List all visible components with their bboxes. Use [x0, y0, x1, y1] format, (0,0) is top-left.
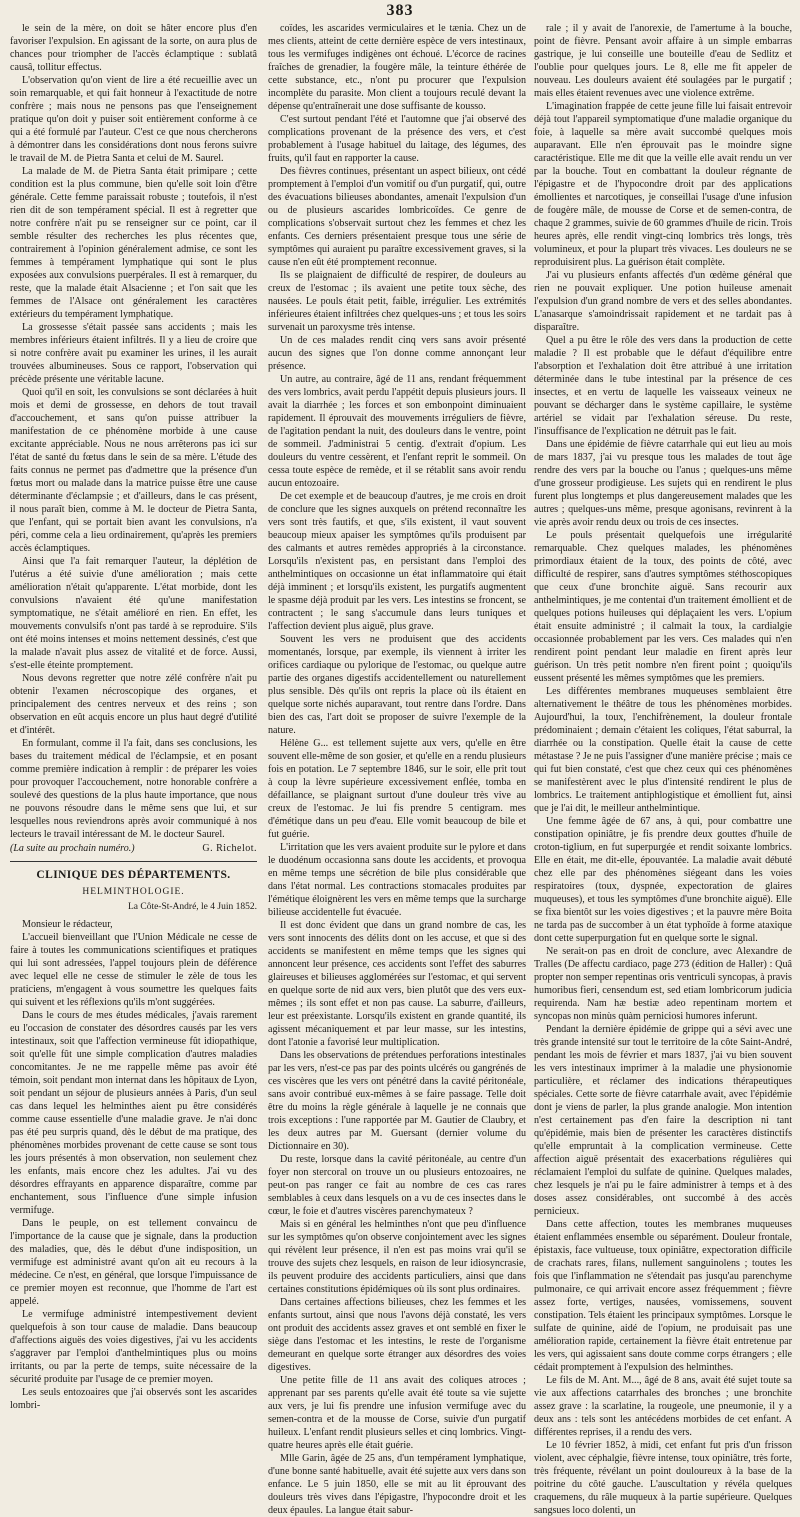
paragraph: Les seuls entozoaires que j'ai observés sont les ascarides lombri-: [10, 1387, 257, 1411]
article-signature: [10, 842, 257, 855]
paragraph: La malade de M. de Pietra Santa était primipare ; cette condition est la plus commune, bien qu'elle soit loin d'être générale. Cette femme paraissait robuste ; toutefois, il n'est rien dit de son tempérament spécial. Il est à regretter que notre confrère n'ait pu se renseigner sur ce point, car il semble résulter des recherches les plus récentes que, contrairement à l'opinion généralement admise, ce sont les femmes à tempérament lymphatique qui sont le plus exposées aux convulsions puerpérales. Il est à remarquer, du reste, que la malade était Alsacienne ; et l'on sait que les femmes de l'Alsace ont généralement les caractères extérieurs du tempérament lymphatique.: [10, 166, 257, 320]
paragraph: L'observation qu'on vient de lire a été recueillie avec un soin remarquable, et qui fait honneur à l'exactitude de notre confrère ; mais nous ne pensons pas que l'enseignement pratique qu'on doit y puiser soit entièrement conforme à ce qui a été formulé par l'auteur. C'est ce que nous chercherons à démontrer dans les considérations dont nous ferons suivre le travail de M. de Pietra Santa et celui de M. Saurel.: [10, 75, 257, 164]
page-number: 383: [386, 2, 414, 19]
paragraph: Dans cette affection, toutes les membranes muqueuses étaient enflammées ensemble ou séparément. Douleur frontale, épistaxis, face vultueuse, toux opiniâtre, expectoration difficile de crachats rares, filans, nullement sanguinolens ; toutes les fois que l'inflammation ne s'étendait pas jusqu'au parenchyme pulmonaire, ce qui arrivait encore assez fréquemment ; fièvre assez forte, vertiges, nausées, vomissemens, souvent constipation. Tels étaient les principaux symptômes. Lorsque le sulfate de quinine, aidé de l'opium, ne produisait pas une amélioration rapide, certainement la fièvre était entretenue par les vers, qui agissaient sans doute comme corps étrangers ; elle cédait promptement à l'expulsion des helminthes.: [534, 1219, 792, 1373]
paragraph: C'est surtout pendant l'été et l'automne que j'ai observé des complications provenant de la présence des vers, et c'est probablement à l'usage habituel du laitage, des légumes, des fruits, qu'il faut en rapporter la cause.: [268, 114, 526, 164]
paragraph: Quel a pu être le rôle des vers dans la production de cette maladie ? Il est probable que le défaut d'équilibre entre l'absorption et l'exhalation doit être attribué à une irritation déterminée dans le tube intestinal par la présence de ces insectes, et en vertu de laquelle les vaisseaux veineux ne pouvant se décharger dans le système capillaire, le système artériel se vidait par l'exhalation séreuse. Du reste, l'insuffisance de l'explication ne détruit pas le fait.: [534, 335, 792, 437]
paragraph: rale ; il y avait de l'anorexie, de l'amertume à la bouche, point de fièvre. Pensant avoir affaire à un simple embarras gastrique, je lui conseille une bouteille d'eau de Sedlitz et l'oublie pour quelques jours. Le 8, elle me fit appeler de nouveau. Les douleurs avaient été soulagées par le purgatif ; mais elles étaient revenues avec une violence extrême.: [534, 23, 792, 99]
paragraph: Mlle Garin, âgée de 25 ans, d'un tempérament lymphatique, d'une bonne santé habituelle, avait été sujette aux vers dans son enfance. Le 5 juin 1850, elle se mit au lit éprouvant des douleurs très vives dans l'épigastre, l'hypocondre droit et les deux épaules. La langue était sabur-: [268, 1453, 526, 1516]
paragraph: Le pouls présentait quelquefois une irrégularité remarquable. Chez quelques malades, les phénomènes primordiaux étaient de la toux, des points de côté, avec difficulté de respirer, sans d'autres symptômes stéthoscopiques que ceux d'une bronchite aiguë. Sans recourir aux anthelmintiques, je me contentai d'un traitement émollient et de quelques potions huileuses qui déplaçaient les vers. L'opium était ensuite administré ; il calmait la toux, la cardialgie occasionnée probablement par les vers. Ces malades qui n'en rendirent point pendant leur maladie en firent après leur guérison. Un très petit nombre n'en firent point ; quoiqu'ils eussent présenté les mêmes symptômes que les premiers.: [534, 530, 792, 684]
paragraph: Une femme âgée de 67 ans, à qui, pour combattre une constipation opiniâtre, je fis prendre deux gouttes d'huile de croton-tiglium, en fut superpurgée et rendit soixante lombrics. Elle en était, me dit-elle, épouvantée. La maladie avait débuté chez elle par des phénomènes siégeant dans les voies respiratoires (toux, dyspnée, expectoration de glaires muqueuses), et tous les symptômes d'une bronchite aiguë). Elle se fixa bientôt sur les voies digestives ; et la pauvre mère Boita ne tarda pas de succomber à un état typhoïde à forme ataxique dont cette superpurgation fut en quelque sorte le signal.: [534, 816, 792, 944]
paragraph: Un de ces malades rendit cinq vers sans avoir présenté aucun des signes que l'on donne comme annonçant leur présence.: [268, 335, 526, 372]
paragraph: Hélène G... est tellement sujette aux vers, qu'elle en être souvent elle-même de son gosier, et qu'elle en a rendu plusieurs fois en potation. Le 7 septembre 1846, sur le soir, elle prit tout à coup la lèvre supérieure excessivement enflée, tomba en défaillance, se plaignant surtout d'une douleur très vive au creux de l'estomac. Je lui fis prendre 5 centigram. mes d'émétique dans un peu d'eau. Elle vomit beaucoup de bile et fut guérie.: [268, 738, 526, 840]
paragraph: Les différentes membranes muqueuses semblaient être alternativement le théâtre de tous les phénomènes morbides. Aujourd'hui, la toux, l'enchifrènement, la douleur frontale prédominaient ; demain c'étaient les coliques, l'état saburral, la diarrhée ou la constipation. Quelle était la cause de cette métastase ? Je ne puis l'assigner d'une manière précise ; mais ce qui fut bien constaté, c'est que chez ceux qui ces phénomènes se manifestèrent avec le plus d'intensité rendirent le plus de lombrics. Le traitement antiphlogistique et émollient fut, ainsi que je l'ai dit, le meilleur anthelmintique.: [534, 686, 792, 814]
paragraph: Le vermifuge administré intempestivement devient quelquefois à son tour cause de maladie. Dans beaucoup d'affections aiguës des voies digestives, j'ai vu les accidents s'aggraver par l'emploi d'anthelmintiques plus ou moins irritants, ou par la perte de temps, suite nécessaire de la sécurité produite par l'usage de ce premier moyen.: [10, 1309, 257, 1385]
paragraph: Mais si en général les helminthes n'ont que peu d'influence sur les symptômes qu'on observe conjointement avec les signes qui révèlent leur présence, il n'en est pas moins vrai qu'il se trouve des sujets chez lesquels, en raison de leur idiosyncrasie, ils peuvent produire des accidents particuliers, ainsi que dans certaines constitutions épidémiques où ils sont plus ordinaires.: [268, 1219, 526, 1295]
column-2: [268, 22, 526, 1516]
letter-place-date: La Côte-St-André, le 4 Juin 1852.: [127, 902, 257, 912]
paragraph: Dans certaines affections bilieuses, chez les femmes et les enfants surtout, ainsi que nous l'avons déjà constaté, les vers ont produit des accidents assez graves et ont semblé en fixer le siège dans l'estomac et les intestins, le reste de l'organisme demeurant en quelque sorte étranger aux désordres des voies digestives.: [268, 1297, 526, 1373]
paragraph: La grossesse s'était passée sans accidents ; mais les membres inférieurs étaient infiltrés. Il y a lieu de croire que si notre confrère avait pu examiner les urines, il les aurait trouvées albumineuses. Sous ce rapport, l'observation qui précède présente une véritable lacune.: [10, 322, 257, 385]
paragraph: Un autre, au contraire, âgé de 11 ans, rendant fréquemment des vers lombrics, avait perdu l'appétit depuis plusieurs jours. Il avait la diarrhée ; les forces et son embonpoint diminuaient rapidement. Il éprouvait des mouvements irréguliers de fièvre, de l'agitation pendant la nuit, des douleurs dans le ventre, point de sommeil. J'administrai 5 centig. d'extrait d'opium. Les douleurs du ventre cessèrent, et l'enfant reprit le sommeil. On cessa toute espèce de remède, et il se rétablit sans avoir rendu aucun entozoaire.: [268, 374, 526, 489]
paragraph: Le 10 février 1852, à midi, cet enfant fut pris d'un frisson violent, avec céphalgie, fièvre intense, toux opiniâtre, très forte, très fréquente, révélant un point douloureux à la base de la poitrine du côté gauche. L'auscultation y révéla quelques craquemens, du râle muqueux à la partie supérieure. Quelques sangsues loco dolenti, un: [534, 1440, 792, 1516]
paragraph: Ainsi que l'a fait remarquer l'auteur, la déplétion de l'utérus a été suivie d'une amélioration ; mais cette amélioration n'était qu'apparente. L'état morbide, dont les convulsions n'avaient été qu'une manifestation symptomatique, ne s'était amélioré en rien. En effet, les mouvements convulsifs n'ont pas tardé à se reproduire. S'ils ont été moins intenses et moins nettement dessinés, c'est que la malade n'avait plus assez de vitalité et de force. Aussi, s'est-elle éteinte promptement.: [10, 556, 257, 671]
paragraph: L'imagination frappée de cette jeune fille lui faisait entrevoir déjà tout l'appareil symptomatique d'une maladie organique du foie, à laquelle sa mère avait succombé quelques mois auparavant. Elle n'en éprouvait pas le moindre signe caractéristique. Elle me dit que la veille elle avait rendu un ver par la bouche. Tout en combattant la douleur régnante de l'épigastre et de l'hypocondre droit par des applications émollientes et narcotiques, je conseillai l'usage d'une infusion de fougère mâle, de mousse de Corse et de semen-contra, de chaque 2 grammes, suivie de 60 grammes d'huile de ricin. Trois heures après, elle rendit vingt-cinq lombrics très longs, très volumineux, et pour la plupart très vivaces. Les douleurs ne se reproduisirent plus. La guérison était complète.: [534, 101, 792, 268]
paragraph: Ne serait-on pas en droit de conclure, avec Alexandre de Tralles (De affectu cardiaco, page 273 (édition de Haller) : Quâ propter non semper repentinas oris ventriculi syncopas, à pravis humoribus fieri, censendum est, sed etiam lombricorum judicia requirenda. Nam hæ bestiæ adeo repentinam mortem et syncopas non minùs quàm perniciosi humores inferunt.: [534, 946, 792, 1022]
column-2-body: [268, 22, 526, 1517]
paragraph: Dans les observations de prétendues perforations intestinales par les vers, n'est-ce pas par des points ulcérés ou gangrénés de ces viscères que les vers ont pénétré dans la cavité péritonéale, sans avoir contribué eux-mêmes à se faire passage. Telle doit être du moins la règle générale à laquelle je ne connais que trois exceptions : l'une rapportée par M. Gautier de Claubry, et les deux autres par M. Guersant (dernier volume du Dictionnaire en 30).: [268, 1050, 526, 1152]
paragraph: Ils se plaignaient de difficulté de respirer, de douleurs au creux de l'estomac ; ils avaient une petite toux sèche, des nausées. Le pouls était petit, faible, irrégulier. Les extrémités inférieures étaient infiltrées chez quelques-uns ; et tous les soirs survenait un paroxysme très intense.: [268, 270, 526, 333]
column-3-body: [534, 22, 792, 1517]
paragraph: Nous devons regretter que notre zélé confrère n'ait pu obtenir l'examen nécroscopique des organes, et principalement des centres nerveux et des reins ; son observation en eût acquis encore un plus haut degré d'utilité et d'intérêt.: [10, 673, 257, 736]
paragraph: De cet exemple et de beaucoup d'autres, je me crois en droit de conclure que les signes auxquels on prétend reconnaître les vers sont très fautifs, et que, s'ils existent, il vaut souvent beaucoup mieux apaiser les symptômes qu'ils produisent par des calmants et autres remèdes appropriés à la circonstance. Lorsqu'ils n'existent pas, en persistant dans l'emploi des anthelmintiques on occasionne un état inflammatoire qui était déjà imminent ; et lorsqu'ils existent, les purgatifs augmentent le spasme déjà produit par les vers. Les intestins se froncent, se contractent ; le sang s'accumule dans leurs tuniques et l'affection devient plus aiguë, plus grave.: [268, 491, 526, 632]
paragraph: coïdes, les ascarides vermiculaires et le tænia. Chez un de mes clients, atteint de cette dernière espèce de vers intestinaux, tous les vermifuges indigènes ont échoué. L'écorce de racines fraîches de grenadier, la fougère mâle, la teinture éthérée de cette substance, etc., n'ont pu procurer que l'expulsion incomplète du parasite. Mon client a toujours reculé devant la dépense qu'entraînerait une dose suffisante de kousso.: [268, 23, 526, 112]
paragraph: En formulant, comme il l'a fait, dans ses conclusions, les bases du traitement médical de l'éclampsie, et en posant comme première indication à remplir : de préparer les voies pour provoquer l'accouchement, notre honorable confrère a soulevé des questions de la plus haute importance, que nous ne pouvons résoudre dans le même sens que lui, et sur lesquelles nous reviendrons après avoir communiqué à nos lecteurs le travail intéressant de M. le docteur Saurel.: [10, 738, 257, 840]
letter-salutation: Monsieur le rédacteur,: [22, 919, 113, 930]
column-3: [534, 22, 792, 1516]
section-subtitle: HELMINTHOLOGIE.: [82, 887, 185, 897]
paragraph: Souvent les vers ne produisent que des accidents momentanés, lorsque, par exemple, ils viennent à irriter les orifices cardiaque ou pylorique de l'estomac, ou quelque autre partie des organes digestifs accidentellement ou naturellement plus sensible. Dès qu'ils ont repris la place où ils étaient en quelque sorte nichés auparavant, tout rentre dans l'ordre. Dans bien des cas, l'art doit se proposer de suivre l'exemple de la nature.: [268, 634, 526, 736]
paragraph: le sein de la mère, on doit se hâter encore plus d'en favoriser l'expulsion. En agissant de la sorte, on aura plus de chances pour triompher de l'accès éclamptique : sublatâ causâ, tollitur effectus.: [10, 23, 257, 73]
continuation-note: (La suite au prochain numéro.): [10, 843, 135, 854]
section-title: CLINIQUE DES DÉPARTEMENTS.: [36, 869, 231, 881]
column-1: [10, 22, 257, 1411]
paragraph: Pendant la dernière épidémie de grippe qui a sévi avec une très grande intensité sur tout le territoire de la côte Saint-André, pendant les mois de février et mars 1837, j'ai vu bien souvent les vers intestinaux imprimer à la maladie une physionomie particulière, et réclamer des indications thérapeutiques spéciales. Cette sorte de fièvre catarrhale avait, avec l'épidémie dont je viens de parler, la plus grande analogie. Mon intention n'est certainement pas d'en faire la description ni tant qu'épidémie, mais bien de présenter les caractères distinctifs qu'elle empruntait à la complication vermineuse. Cette affection aiguë présentait des exacerbations régulières qui réclamaient l'emploi du sulfate de quinine. Quelques malades, chez lesquels je n'ai pu le faire administrer à temps et à des doses assez considérables, ont succombé à des accès pernicieux.: [534, 1024, 792, 1217]
paragraph: Le fils de M. Ant. M..., âgé de 8 ans, avait été sujet toute sa vie aux affections catarrhales des bronches ; une bronchite assez grave : la scarlatine, la rougeole, une pneumonie, il y a deux ans : tels sont les antécédens morbides de cet enfant. A différentes reprises, il a rendu des vers.: [534, 1375, 792, 1438]
paragraph: Quoi qu'il en soit, les convulsions se sont déclarées à huit mois et demi de grossesse, en dehors de tout travail d'accouchement, et sans qu'on puisse attribuer la manifestation de ce phénomène morbide à une cause excitante appréciable. Nous ne nous arrêterons pas ici sur l'état de santé du fœtus dans le sein de sa mère. L'étude des faits connus ne permet pas d'admettre que la présence d'un fœtus mort ou malade dans la matrice puisse être une cause déterminante d'éclampsie ; et d'ailleurs, dans le cas présent, il nous paraît bien, comme à M. le docteur de Pietra Santa, que l'enfant, qui se portait bien avant les convulsions, n'a péri, comme cela a lieu ordinairement, qu'après les premiers accès éclamptiques.: [10, 387, 257, 554]
paragraph: Du reste, lorsque dans la cavité péritonéale, au centre d'un foyer non stercoral on trouve un ou plusieurs entozoaires, ne peut-on pas ranger ce fait au nombre de ces cas rares semblables à ceux dans lesquels on a vu de ces insectes dans le cœur, le foie et d'autres viscères parenchymateux ?: [268, 1154, 526, 1217]
paragraph: L'accueil bienveillant que l'Union Médicale ne cesse de faire à toutes les communications scientifiques et pratiques qui lui sont adressées, l'appel toujours plein de déférence avec lequel elle ne cesse de stimuler le zèle de tous les praticiens, m'engagent à vous soumettre les quelques faits qui suivent et les réflexions qu'ils m'ont suggérées.: [10, 932, 257, 1008]
paragraph: Une petite fille de 11 ans avait des coliques atroces ; apprenant par ses parents qu'elle avait été toute sa vie sujette aux vers, je lui fis prendre une infusion vermifuge avec du semen-contra et de la mousse de Corse, suivie d'un purgatif huileux. L'enfant rendit plusieurs selles et cinq lombrics. Vingt-quatre heures après elle était guérie.: [268, 1375, 526, 1451]
section-divider: [10, 861, 257, 862]
paragraph: J'ai vu plusieurs enfants affectés d'un œdème général que rien ne pouvait expliquer. Une potion huileuse amenait l'expulsion d'un grand nombre de vers et des selles abondantes. L'anasarque s'amoindrissait rapidement et ne tardait pas à disparaître.: [534, 270, 792, 333]
paragraph: L'irritation que les vers avaient produite sur le pylore et dans le duodénum occasionna sans doute les accidents, et provoqua en même temps une sécrétion de bile plus considérable que dans l'état normal. Les contractions stomacales produites par l'émétique éloignèrent les vers en même temps que la surcharge bilieuse accidentelle fut évacuée.: [268, 842, 526, 918]
paragraph: Il est donc évident que dans un grand nombre de cas, les vers sont innocents des délits dont on les accuse, et que si des accidents se manifestent en même temps que les signes qui annoncent leur présence, ces accidents sont l'effet des saburres glaireuses et bilieuses agglomérées sur l'estomac, et qui servent en quelque sorte de nid aux vers, bien plutôt que des vers eux-mêmes ; ils sont effet et non pas cause. La saburre, d'ailleurs, leur est préexistante. Lorsqu'ils existent en grande quantité, ils agissent mécaniquement et par leur masse, sur les intestins, dont l'atonie a favorisé leur multiplication.: [268, 920, 526, 1048]
column-1-body: [10, 22, 257, 841]
paragraph: Des fièvres continues, présentant un aspect bilieux, ont cédé promptement à l'emploi d'un vomitif ou d'un purgatif, qui, outre des évacuations bilieuses abondantes, amenait l'expulsion d'un ou de plusieurs ascarides lombricoïdes. Ce genre de complications s'observait surtout chez les femmes et chez les enfants. Ces derniers présentaient presque tous une série de symptômes qui auraient pu paraître excessivement graves, si la cause n'en eût été promptement reconnue.: [268, 166, 526, 268]
paragraph: Dans le peuple, on est tellement convaincu de l'importance de la cause que je signale, dans la production des maladies, que, dès le début d'une indisposition, un vermifuge est administré avant qu'on ait eu recours à la médecine. Ce n'est, en général, que lorsque l'impuissance de ce premier moyen est reconnue, que l'homme de l'art est appelé.: [10, 1218, 257, 1307]
letter-body: [10, 931, 257, 1412]
paragraph: Dans le cours de mes études médicales, j'avais rarement eu l'occasion de constater des désordres causés par les vers intestinaux, soit que l'affection vermineuse fût idiopathique, soit qu'elle fût une simple complication d'autres maladies concomitantes. Je ne me rappelle même pas avoir été témoin, soit pendant mon internat dans les hôpitaux de Lyon, soit pendant un séjour de plusieurs années à Paris, d'un seul cas dans lequel les helminthes aient pu être considérés comme cause essentielle d'une maladie grave. Je n'ai donc pas été peu surpris quand, dès le début de ma pratique, des phénomènes morbides provenant de cette cause se sont tous les jours présentés à mon observation, non seulement chez les enfants, mais encore chez les adultes. J'ai vu des désordres effrayants en apparence disparaître, comme par enchantement, sous l'influence d'une simple infusion vermifuge.: [10, 1010, 257, 1216]
paragraph: Dans une épidémie de fièvre catarrhale qui eut lieu au mois de mars 1837, j'ai vu presque tous les malades de tout âge rendre des vers par la bouche ou l'anus ; quelques-uns même d'une grosseur prodigieuse. Les sujets qui en rendirent le plus furent plus longtemps et plus dangereusement malades que les autres ; quelques-uns même, presque agonisans, revinrent à la vie après avoir rendu deux ou trois de ces insectes.: [534, 439, 792, 528]
author-signature: G. Richelot.: [202, 843, 257, 854]
